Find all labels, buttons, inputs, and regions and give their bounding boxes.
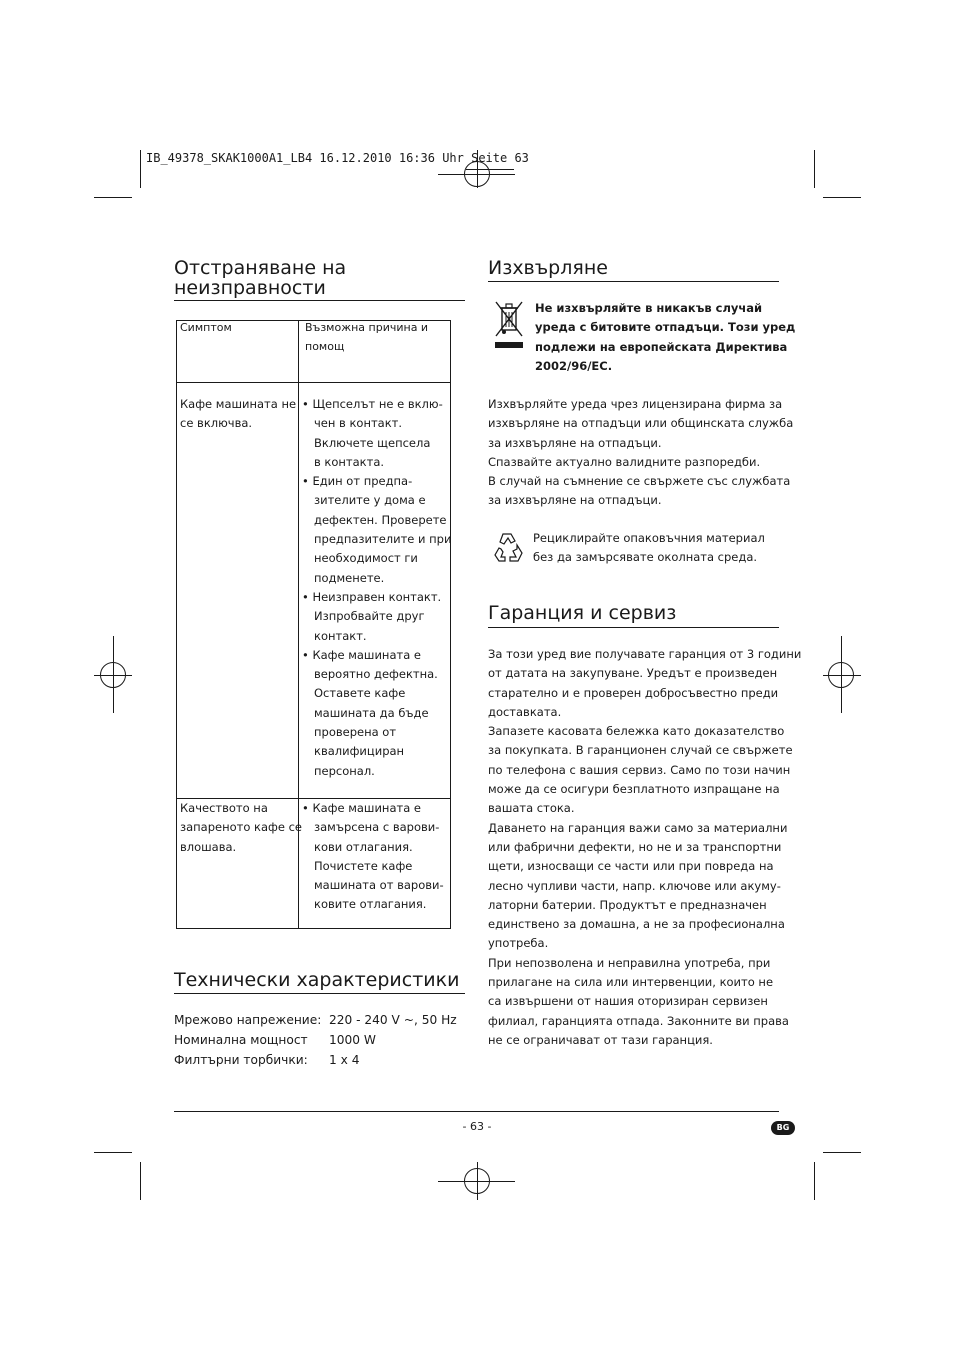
crop-mark xyxy=(140,150,141,188)
table-row-1-cause: • Щепселът не е вклю- чен в контакт. Включете щепсела в контакта. • Един от предпа- зителите у дома е дефектен. Проверете предпазителите и при необходимост ги подменете. • Неизправен контакт. Изпробвайте друг контакт. • Кафе машината е вероятно дефектна. Оставете кафе машината да бъде проверена от квалифициран персонал. xyxy=(302,397,452,778)
disposal-title: Изхвърляне xyxy=(488,257,608,279)
crop-mark xyxy=(94,197,132,198)
table-row-2-symptom: Качеството на запареното кафе се влошава. xyxy=(180,801,303,854)
warranty-rule xyxy=(488,627,779,628)
troubleshooting-rule xyxy=(174,300,465,301)
recycle-icon xyxy=(489,530,527,566)
spec-row: Филтърни торбички: 1 x 4 xyxy=(174,1053,360,1067)
crop-mark xyxy=(814,1162,815,1200)
table-header-symptom: Симптом xyxy=(180,321,232,334)
disposal-rule xyxy=(488,281,779,282)
troubleshooting-title xyxy=(174,258,346,298)
table-row-2-cause: • Кафе машината е замърсена с варови- кови отлагания. Почистете кафе машината от варови- ковите отлагания. xyxy=(302,801,444,912)
table-row-1-symptom: Кафе машината не се включва. xyxy=(180,397,297,431)
table-header-cause: Възможна причина и помощ xyxy=(305,321,429,354)
spec-row: Номинална мощност 1000 W xyxy=(174,1033,376,1047)
disposal-body: Изхвърляйте уреда чрез лицензирана фирма за изхвърляне на отпадъци или общинската служба за изхвърляне на отпадъци. Спазвайте актуално валидните разпоредби. В случай на съмнение се свържете със службата за изхвърляне на отпадъци. xyxy=(488,397,794,508)
crop-mark xyxy=(823,1152,861,1153)
warranty-title: Гаранция и сервиз xyxy=(488,602,677,624)
spec-row: Мрежово напрежение: 220 - 240 V ~, 50 Hz xyxy=(174,1013,457,1027)
recycle-text: Рециклирайте опаковъчния материал без да замърсявате околната среда. xyxy=(533,531,765,565)
troubleshooting-title-line1: Отстраняване на xyxy=(174,257,347,279)
crop-mark xyxy=(814,150,815,188)
header-underline xyxy=(466,169,514,170)
weee-notice: Не изхвърляйте в никакъв случай уреда с битовите отпадъци. Този уред подлежи на европейската Директива 2002/96/EC. xyxy=(535,301,796,373)
warranty-body: За този уред вие получавате гаранция от 3 години от датата на закупуване. Уредът е произведен старателно и е проверен добросъвестно преди доставката. Запазете касовата бележка като доказателство за покупката. В гаранционен случай се свържете по телефона с вашия сервиз. Само по този начин може да се осигури безплатното изпращане на вашата стока. Даването на гаранция важи само за материални или фабрични дефекти, но не и за транспортни щети, износващи се части или при повреда на лесно чупливи части, напр. ключове или акуму- латорни батерии. Продуктът е предназначен единствено за домашна, а не за професионална употреба. При непозволена и неправилна употреба, при прилагане на сила или интервенции, които не са извършени от нашия оторизиран сервизен филиал, гаранцията отпада. Законните ви права не се ограничават от тази гаранция. xyxy=(488,647,802,1047)
footer-rule xyxy=(174,1111,779,1112)
specs-title: Технически характеристики xyxy=(174,969,460,991)
language-badge: BG xyxy=(771,1121,795,1135)
specs-rule xyxy=(174,993,465,994)
page-number: - 63 - xyxy=(462,1120,492,1133)
print-header: IB_49378_SKAK1000A1_LB4 16.12.2010 16:36 Uhr Seite 63 xyxy=(146,151,529,165)
troubleshooting-title-line2: неизправности xyxy=(174,277,326,299)
weee-bin-icon xyxy=(492,300,526,350)
specs-table xyxy=(174,1010,457,1070)
crop-mark xyxy=(140,1162,141,1200)
crop-mark xyxy=(823,197,861,198)
crop-mark xyxy=(94,1152,132,1153)
